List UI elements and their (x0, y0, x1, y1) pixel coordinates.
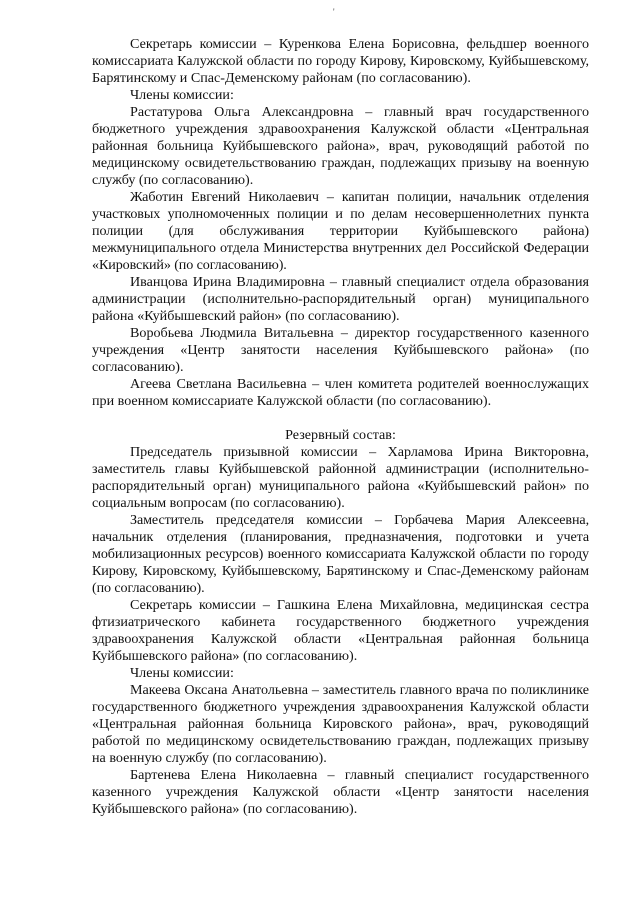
paragraph-member-vorobyeva: Воробьева Людмила Витальевна – директор государственного казенного учреждения «Центр занятости населения Куйбышевского района» (по согласованию). (92, 325, 589, 375)
paragraph-secretary: Секретарь комиссии – Куренкова Елена Борисовна, фельдшер военного комиссариата Калужской области по городу Кирову, Кировскому, Куйбышевскому, Барятинскому и Спас-Деменскому районам (по согласованию). (92, 36, 589, 86)
reserve-heading: Резервный состав: (285, 427, 396, 443)
paragraph-member-ageeva: Агеева Светлана Васильевна – член комитета родителей военнослужащих при военном комиссариате Калужской области (по согласованию). (92, 376, 589, 409)
paragraph-member-zhabotin: Жаботин Евгений Николаевич – капитан полиции, начальник отделения участковых уполномоченных полиции и по делам несовершеннолетних пункта полиции (для обслуживания территории Куйбышевского района) межмуниципального отдела Министерства внутренних дел Российской Федерации «Кировский» (по согласованию). (92, 189, 589, 273)
paragraph-reserve-member-barteneva: Бартенева Елена Николаевна – главный специалист государственного казенного учреждения Калужской области «Центр занятости населения Куйбышевского района» (по согласованию). (92, 767, 589, 817)
paragraph-member-ivantsova: Иванцова Ирина Владимировна – главный специалист отдела образования администрации (исполнительно-распорядительный орган) муниципального района «Куйбышевский район» (по согласованию). (92, 274, 589, 324)
paragraph-reserve-chair: Председатель призывной комиссии – Харламова Ирина Викторовна, заместитель главы Куйбышевской районной администрации (исполнительно-распорядительный орган) муниципального района «Куйбышевский район» по социальным вопросам (по согласованию). (92, 444, 589, 511)
document-page (92, 36, 589, 818)
paragraph-member-rastaturova: Растатурова Ольга Александровна – главный врач государственного бюджетного учреждения здравоохранения Калужской области «Центральная районная больница Куйбышевского района», врач, руководящий работой по медицинскому освидетельствованию граждан, подлежащих призыву на военную службу (по согласованию). (92, 104, 589, 188)
paragraph-reserve-deputy: Заместитель председателя комиссии – Горбачева Мария Алексеевна, начальник отделения (планирования, предназначения, подготовки и учета мобилизационных ресурсов) военного комиссариата Калужской области по городу Кирову, Кировскому, Куйбышевскому, Барятинскому и Спас-Деменскому районам (по согласованию). (92, 512, 589, 596)
paragraph-reserve-members-heading: Члены комиссии: (130, 665, 234, 681)
paragraph-members-heading: Члены комиссии: (130, 87, 234, 103)
paragraph-reserve-member-makeeva: Макеева Оксана Анатольевна – заместитель главного врача по поликлинике государственного бюджетного учреждения здравоохранения Калужской области «Центральная районная больница Кировского района», врач, руководящий работой по медицинскому освидетельствованию граждан, подлежащих призыву на военную службу (по согласованию). (92, 682, 589, 766)
page-top-mark: ' (333, 7, 335, 17)
paragraph-reserve-secretary: Секретарь комиссии – Гашкина Елена Михайловна, медицинская сестра фтизиатрического кабинета государственного бюджетного учреждения здравоохранения Калужской области «Центральная районная больница Куйбышевского района» (по согласованию). (92, 597, 589, 664)
